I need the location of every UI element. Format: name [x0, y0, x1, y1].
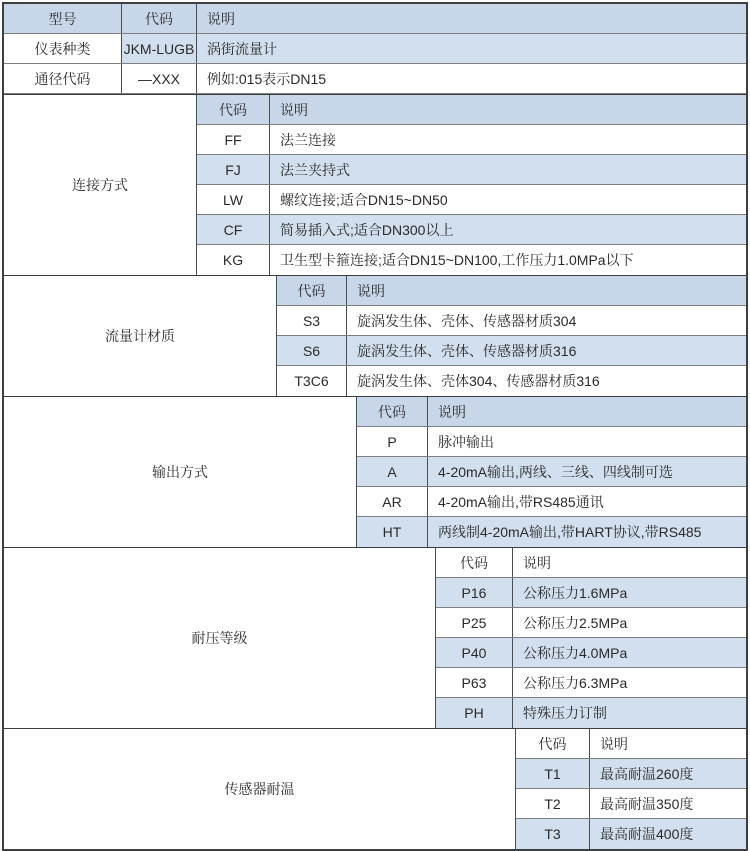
- code-cell: P16: [436, 578, 513, 607]
- section-rows: [516, 729, 746, 849]
- desc-cell: 公称压力4.0MPa: [523, 644, 628, 661]
- code-cell: FF: [197, 125, 270, 154]
- desc-cell: 公称压力6.3MPa: [523, 674, 628, 691]
- desc-header-cell: 说明: [523, 554, 551, 571]
- row-desc: 例如:015表示DN15: [207, 70, 327, 87]
- section-rows: [357, 397, 746, 547]
- code-cell: PH: [436, 698, 513, 728]
- row-code: —XXX: [122, 64, 197, 93]
- table-row: [277, 336, 746, 366]
- section-rows: [436, 548, 746, 728]
- code-cell: P63: [436, 668, 513, 697]
- section-pressure: [4, 547, 746, 728]
- code-cell: AR: [357, 487, 428, 516]
- table-row: [197, 185, 746, 215]
- desc-cell: 螺纹连接;适合DN15~DN50: [280, 191, 448, 208]
- desc-cell: 卫生型卡箍连接;适合DN15~DN100,工作压力1.0MPa以下: [280, 252, 634, 268]
- code-cell: CF: [197, 215, 270, 244]
- header-row: [4, 4, 746, 34]
- sub-header-row: [436, 548, 746, 578]
- code-cell: HT: [357, 517, 428, 547]
- desc-cell: 公称压力1.6MPa: [523, 584, 628, 601]
- row-label: 仪表种类: [4, 34, 122, 63]
- table-row: [516, 789, 746, 819]
- desc-cell: 简易插入式;适合DN300以上: [280, 221, 454, 238]
- code-cell: FJ: [197, 155, 270, 184]
- row-desc: 涡街流量计: [197, 34, 746, 63]
- code-cell: T3C6: [277, 366, 347, 396]
- section-rows: [277, 276, 746, 396]
- code-cell: S6: [277, 336, 347, 365]
- desc-cell: 两线制4-20mA输出,带HART协议,带RS485: [438, 524, 702, 540]
- table-row: [436, 668, 746, 698]
- code-cell: P40: [436, 638, 513, 667]
- section-rows: [197, 95, 746, 275]
- desc-cell: 公称压力2.5MPa: [523, 614, 628, 631]
- desc-cell: 法兰连接: [280, 131, 336, 148]
- sub-header-row: [357, 397, 746, 427]
- code-cell: LW: [197, 185, 270, 214]
- section-label: 传感器耐温: [4, 729, 516, 849]
- table-row: [357, 487, 746, 517]
- spec-table: [2, 2, 748, 851]
- code-header-cell: 代码: [277, 276, 347, 305]
- desc-header-cell: 说明: [280, 101, 308, 118]
- desc-cell: 4-20mA输出,带RS485通讯: [438, 493, 604, 510]
- instrument-type-row: [4, 34, 746, 64]
- desc-header-cell: 说明: [438, 403, 466, 420]
- code-cell: T3: [516, 819, 590, 849]
- desc-cell: 最高耐温400度: [600, 826, 694, 842]
- diameter-code-row: [4, 64, 746, 94]
- table-row: [277, 306, 746, 336]
- row-code: JKM-LUGB: [122, 34, 197, 63]
- section-material: [4, 275, 746, 396]
- section-label: 连接方式: [4, 95, 197, 275]
- table-row: [197, 155, 746, 185]
- table-row: [357, 457, 746, 487]
- code-cell: T2: [516, 789, 590, 818]
- sub-header-row: [516, 729, 746, 759]
- header-code-cell: 代码: [122, 4, 197, 33]
- table-row: [516, 819, 746, 849]
- table-row: [197, 215, 746, 245]
- section-label: 耐压等级: [4, 548, 436, 728]
- desc-cell: 旋涡发生体、壳体、传感器材质316: [357, 342, 577, 359]
- section-label: 输出方式: [4, 397, 357, 547]
- table-row: [357, 517, 746, 547]
- desc-cell: 脉冲输出: [438, 433, 494, 450]
- code-header-cell: 代码: [516, 729, 590, 758]
- table-row: [436, 578, 746, 608]
- desc-header-cell: 说明: [600, 735, 628, 752]
- sub-header-row: [197, 95, 746, 125]
- desc-cell: 最高耐温350度: [600, 795, 694, 812]
- code-cell: A: [357, 457, 428, 486]
- section-output: [4, 396, 746, 547]
- desc-cell: 旋涡发生体、壳体304、传感器材质316: [357, 373, 600, 389]
- table-row: [197, 245, 746, 275]
- code-cell: S3: [277, 306, 347, 335]
- desc-header-cell: 说明: [357, 282, 385, 299]
- code-cell: P25: [436, 608, 513, 637]
- row-label: 通径代码: [4, 64, 122, 93]
- section-connection: [4, 94, 746, 275]
- code-cell: P: [357, 427, 428, 456]
- section-label: 流量计材质: [4, 276, 277, 396]
- code-cell: KG: [197, 245, 270, 275]
- table-row: [516, 759, 746, 789]
- table-row: [436, 608, 746, 638]
- table-row: [436, 698, 746, 728]
- code-cell: T1: [516, 759, 590, 788]
- desc-cell: 旋涡发生体、壳体、传感器材质304: [357, 312, 577, 329]
- desc-cell: 特殊压力订制: [523, 705, 607, 721]
- desc-cell: 最高耐温260度: [600, 765, 694, 782]
- code-header-cell: 代码: [436, 548, 513, 577]
- table-row: [197, 125, 746, 155]
- table-row: [277, 366, 746, 396]
- header-model-cell: 型号: [4, 4, 122, 33]
- desc-cell: 法兰夹持式: [280, 161, 350, 178]
- desc-cell: 4-20mA输出,两线、三线、四线制可选: [438, 463, 673, 480]
- code-header-cell: 代码: [357, 397, 428, 426]
- sub-header-row: [277, 276, 746, 306]
- table-row: [357, 427, 746, 457]
- header-desc-cell: 说明: [197, 4, 746, 33]
- code-header-cell: 代码: [197, 95, 270, 124]
- table-row: [436, 638, 746, 668]
- section-temperature: [4, 728, 746, 849]
